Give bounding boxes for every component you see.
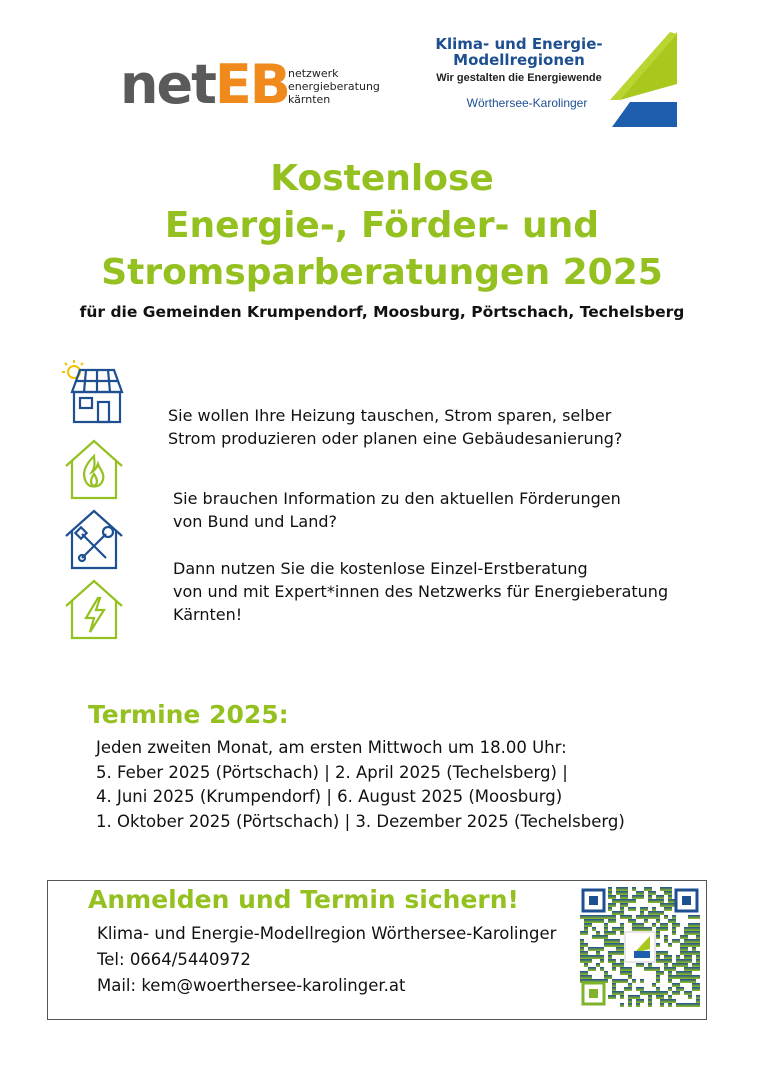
electricity-house-icon <box>62 576 126 642</box>
kem-logo-region: Wörthersee-Karolinger <box>466 96 588 110</box>
intro-question-2: Sie brauchen Information zu den aktuellen Förderungen von Bund und Land? <box>173 489 621 531</box>
title-line-1: Kostenlose <box>270 158 494 199</box>
tools-house-icon <box>62 506 126 572</box>
solar-house-icon <box>62 358 126 424</box>
kem-logo-title: Klima- und Energie- Modellregionen <box>435 35 603 69</box>
title-line-2: Energie-, Förder- und <box>164 205 600 246</box>
intro-call-to-action: Dann nutzen Sie die kostenlose Einzel-Erstberatung von und mit Expert*innen des Netzwerks für Energieberatung Kärnten! <box>173 559 669 624</box>
intro-question-1: Sie wollen Ihre Heizung tauschen, Strom sparen, selber Strom produzieren oder planen eine Gebäudesanierung? <box>168 406 623 448</box>
contact-details <box>97 921 556 999</box>
termine-line: 1. Oktober 2025 (Pörtschach) | 3. Dezember 2025 (Techelsberg) <box>96 811 625 831</box>
title-line-3: Stromsparberatungen 2025 <box>101 252 663 293</box>
qr-code-icon[interactable] <box>580 887 700 1007</box>
termine-line: 4. Juni 2025 (Krumpendorf) | 6. August 2025 (Moosburg) <box>96 787 563 806</box>
neteb-logo-subtitle: netzwerk energieberatung kärnten <box>288 67 380 106</box>
page-subtitle: für die Gemeinden Krumpendorf, Moosburg, Pörtschach, Techelsberg <box>79 303 685 321</box>
contact-email[interactable]: Mail: kem@woerthersee-karolinger.at <box>97 976 406 995</box>
termine-line: Jeden zweiten Monat, am ersten Mittwoch um 18.00 Uhr: <box>96 738 567 757</box>
heating-house-icon <box>62 436 126 502</box>
termine-list <box>96 736 716 834</box>
neteb-logo <box>120 55 390 115</box>
termine-line: 5. Feber 2025 (Pörtschach) | 2. April 2025 (Techelsberg) | <box>96 762 568 782</box>
contact-phone[interactable]: Tel: 0664/5440972 <box>97 950 251 969</box>
kem-logo-tagline: Wir gestalten die Energiewende <box>436 72 602 84</box>
contact-box <box>47 880 707 1020</box>
contact-heading: Anmelden und Termin sichern! <box>88 885 519 914</box>
contact-org: Klima- und Energie-Modellregion Wörthersee-Karolinger <box>97 924 557 943</box>
kem-mark-icon <box>600 32 677 127</box>
page-title <box>0 155 764 296</box>
neteb-wordmark: netEB <box>120 53 289 116</box>
termine-heading: Termine 2025: <box>88 700 289 729</box>
kem-logo <box>432 32 677 127</box>
